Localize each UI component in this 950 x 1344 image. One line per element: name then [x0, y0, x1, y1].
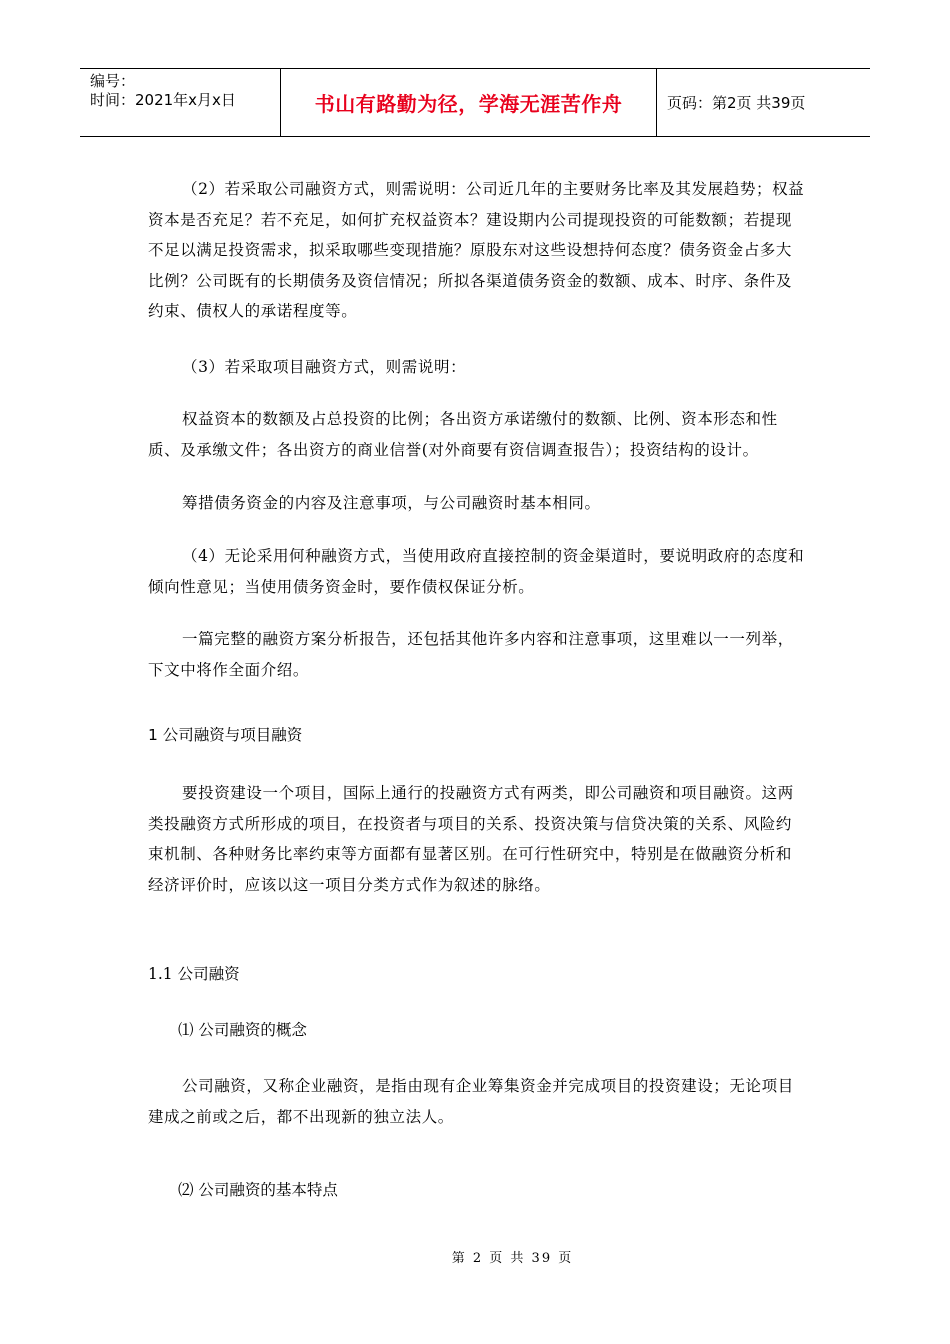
paragraph-company-financing-definition: 公司融资，又称企业融资，是指由现有企业筹集资金并完成项目的投资建设；无论项目建成之前或之后，都不出现新的独立法人。	[148, 1077, 794, 1126]
paragraph-government-channels: （4）无论采用何种融资方式，当使用政府直接控制的资金渠道时，要说明政府的态度和倾向性意见；当使用债务资金时，要作债权保证分析。	[148, 547, 805, 596]
document-header	[80, 68, 870, 137]
header-motto-cell	[280, 69, 657, 136]
motto-text: 书山有路勤为径，学海无涯苦作舟	[314, 92, 623, 116]
paragraph-company-financing-notes: （2）若采取公司融资方式，则需说明：公司近几年的主要财务比率及其发展趋势；权益资本是否充足？若不充足，如何扩充权益资本？建设期内公司提现投资的可能数额；若提现不足以满足投资需求，拟采取哪些变现措施？原股东对这些设想持何态度？债务资金占多大比例？公司既有的长期债务及资信情况；所拟各渠道债务资金的数额、成本、时序、条件及约束、债权人的承诺程度等。	[148, 180, 805, 320]
paragraph-complete-report: 一篇完整的融资方案分析报告，还包括其他许多内容和注意事项，这里难以一一列举，下文中将作全面介绍。	[148, 630, 794, 679]
time-label: 时间：2021年x月x日	[90, 91, 236, 109]
paragraph-equity-capital: 权益资本的数额及占总投资的比例；各出资方承诺缴付的数额、比例、资本形态和性质、及承缴文件；各出资方的商业信誉(对外商要有资信调查报告）；投资结构的设计。	[148, 410, 778, 459]
paragraph-debt-funding: 筹措债务资金的内容及注意事项，与公司融资时基本相同。	[182, 494, 601, 512]
page-footer	[0, 1247, 950, 1266]
paragraph-investment-methods: 要投资建设一个项目，国际上通行的投融资方式有两类，即公司融资和项目融资。这两类投融资方式所形成的项目，在投资者与项目的关系、投资决策与信贷决策的关系、风险约束机制、各种财务比率约束等方面都有显著区别。在可行性研究中，特别是在做融资分析和经济评价时，应该以这一项目分类方式作为叙述的脉络。	[148, 784, 794, 894]
subheading-features: ⑵ 公司融资的基本特点	[178, 1181, 338, 1199]
section-heading-1-1: 1.1 公司融资	[148, 965, 240, 983]
page-code: 页码：第2页 共39页	[667, 94, 806, 112]
footer-page-number: 第 2 页 共 39 页	[451, 1251, 574, 1266]
subheading-concept: ⑴ 公司融资的概念	[178, 1021, 307, 1039]
number-label: 编号：	[90, 72, 136, 90]
header-page-cell	[657, 69, 870, 136]
paragraph-project-financing-intro: （3）若采取项目融资方式，则需说明：	[182, 358, 467, 376]
section-heading-1: 1 公司融资与项目融资	[148, 726, 303, 744]
header-info-cell	[80, 69, 280, 136]
